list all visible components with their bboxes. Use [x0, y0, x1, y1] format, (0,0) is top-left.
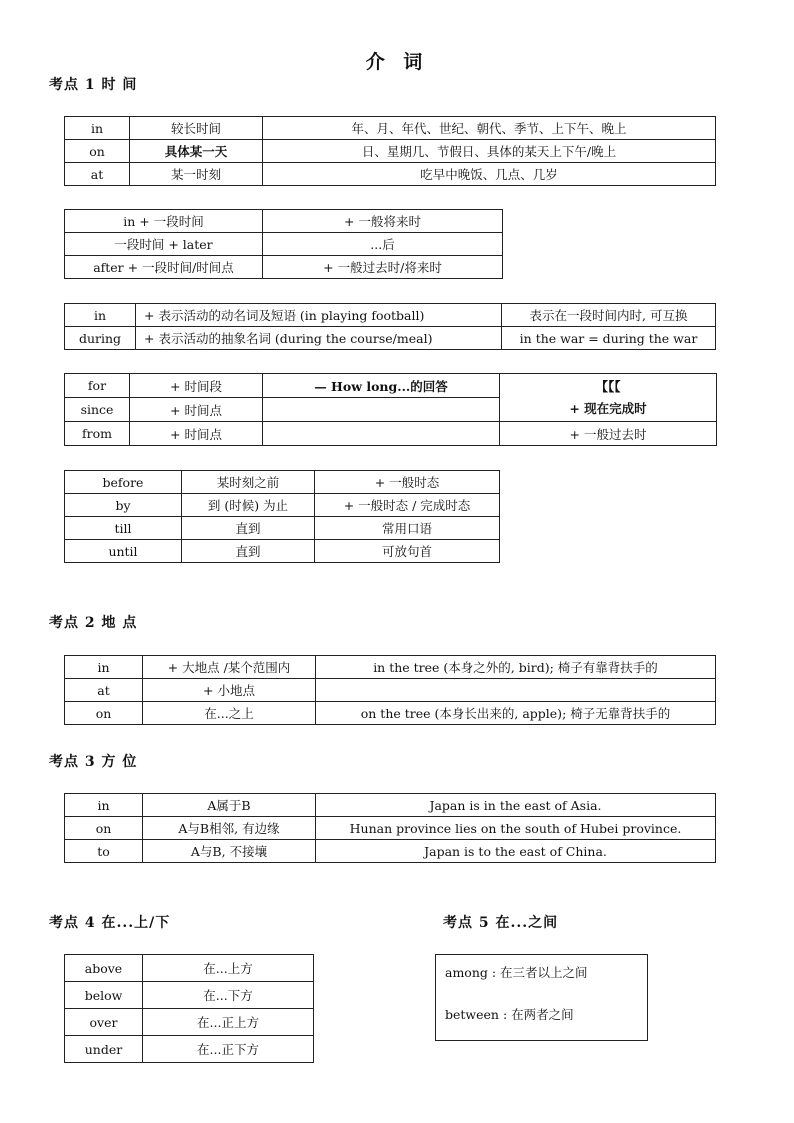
table-cell: — How long...的回答	[263, 374, 500, 398]
table-cell: since	[65, 398, 130, 422]
direction-table	[64, 793, 716, 863]
table-cell: on	[65, 702, 143, 725]
table-cell: 表示在一段时间内时, 可互换	[502, 304, 716, 327]
table-cell: on	[65, 817, 143, 840]
table-cell: on the tree (本身长出来的, apple); 椅子无靠背扶手的	[316, 702, 716, 725]
table-cell: in	[65, 656, 143, 679]
table-cell: before	[65, 471, 182, 494]
table-cell: till	[65, 517, 182, 540]
section-2-heading: 考点 2 地 点	[49, 615, 138, 631]
table-cell: + 一般过去时	[500, 422, 717, 446]
table-cell: 较长时间	[130, 117, 263, 140]
table-cell: to	[65, 840, 143, 863]
table-cell: 一段时间 + later	[65, 233, 263, 256]
table-cell: in the tree (本身之外的, bird); 椅子有靠背扶手的	[316, 656, 716, 679]
table-cell: + 时间段	[130, 374, 263, 398]
table-cell: 日、星期几、节假日、具体的某天上下午/晚上	[263, 140, 716, 163]
table-cell: + 大地点 /某个范围内	[143, 656, 316, 679]
time-table-for-since-from	[64, 373, 717, 446]
table-cell: + 一般时态 / 完成时态	[315, 494, 500, 517]
table-cell: 具体某一天	[130, 140, 263, 163]
section-3-heading: 考点 3 方 位	[49, 754, 138, 770]
table-cell: until	[65, 540, 182, 563]
table-cell: 直到	[182, 517, 315, 540]
table-cell	[263, 422, 500, 446]
table-cell: 可放句首	[315, 540, 500, 563]
table-cell: + 一般时态	[315, 471, 500, 494]
table-cell: by	[65, 494, 182, 517]
among-note: among : 在三者以上之间	[445, 965, 588, 980]
table-cell: 在...之上	[143, 702, 316, 725]
table-cell: 在...下方	[143, 982, 314, 1009]
table-cell: for	[65, 374, 130, 398]
section-1-heading: 考点 1 时 间	[49, 77, 138, 93]
table-cell: Hunan province lies on the south of Hubei province.	[316, 817, 716, 840]
table-cell: 某一时刻	[130, 163, 263, 186]
table-cell: 直到	[182, 540, 315, 563]
table-cell: A与B相邻, 有边缘	[143, 817, 316, 840]
table-cell: 到 (时候) 为止	[182, 494, 315, 517]
time-table-before-by-till-until	[64, 470, 500, 563]
table-cell: on	[65, 140, 130, 163]
between-note: between : 在两者之间	[445, 1007, 574, 1022]
table-cell: in	[65, 117, 130, 140]
merged-cell-line: + 现在完成时	[569, 400, 647, 416]
table-cell: + 表示活动的动名词及短语 (in playing football)	[136, 304, 502, 327]
between-among-box	[435, 954, 648, 1041]
above-below-table	[64, 954, 314, 1063]
table-cell: in	[65, 304, 136, 327]
table-cell: ...后	[263, 233, 503, 256]
table-cell: below	[65, 982, 143, 1009]
table-cell: A与B, 不接壤	[143, 840, 316, 863]
table-cell: over	[65, 1009, 143, 1036]
table-cell: during	[65, 327, 136, 350]
merged-cell-line: 【【【	[595, 378, 621, 394]
table-cell: Japan is in the east of Asia.	[316, 794, 716, 817]
table-cell: 吃早中晚饭、几点、几岁	[263, 163, 716, 186]
table-cell: in the war = during the war	[502, 327, 716, 350]
time-table-later-after	[64, 209, 503, 279]
section-4-heading: 考点 4 在...上/下	[49, 915, 171, 931]
time-table-in-during	[64, 303, 716, 350]
table-cell: 在...正上方	[143, 1009, 314, 1036]
table-cell: at	[65, 679, 143, 702]
table-cell: + 时间点	[130, 422, 263, 446]
table-cell: 某时刻之前	[182, 471, 315, 494]
place-table	[64, 655, 716, 725]
table-cell: in + 一段时间	[65, 210, 263, 233]
table-cell: + 表示活动的抽象名词 (during the course/meal)	[136, 327, 502, 350]
table-cell: in	[65, 794, 143, 817]
table-cell: 在...正下方	[143, 1036, 314, 1063]
table-cell: from	[65, 422, 130, 446]
table-cell: A属于B	[143, 794, 316, 817]
table-cell	[500, 374, 717, 422]
time-table-in-on-at	[64, 116, 716, 186]
table-cell: under	[65, 1036, 143, 1063]
table-cell: above	[65, 955, 143, 982]
table-cell: 常用口语	[315, 517, 500, 540]
table-cell: + 时间点	[130, 398, 263, 422]
page-title: 介 词	[365, 51, 429, 73]
table-cell: + 一般过去时/将来时	[263, 256, 503, 279]
table-cell: 年、月、年代、世纪、朝代、季节、上下午、晚上	[263, 117, 716, 140]
table-cell	[263, 398, 500, 422]
table-cell: 在...上方	[143, 955, 314, 982]
table-cell	[316, 679, 716, 702]
table-cell: after + 一段时间/时间点	[65, 256, 263, 279]
section-5-heading: 考点 5 在...之间	[443, 915, 559, 931]
table-cell: + 一般将来时	[263, 210, 503, 233]
table-cell: Japan is to the east of China.	[316, 840, 716, 863]
table-cell: at	[65, 163, 130, 186]
table-cell: + 小地点	[143, 679, 316, 702]
